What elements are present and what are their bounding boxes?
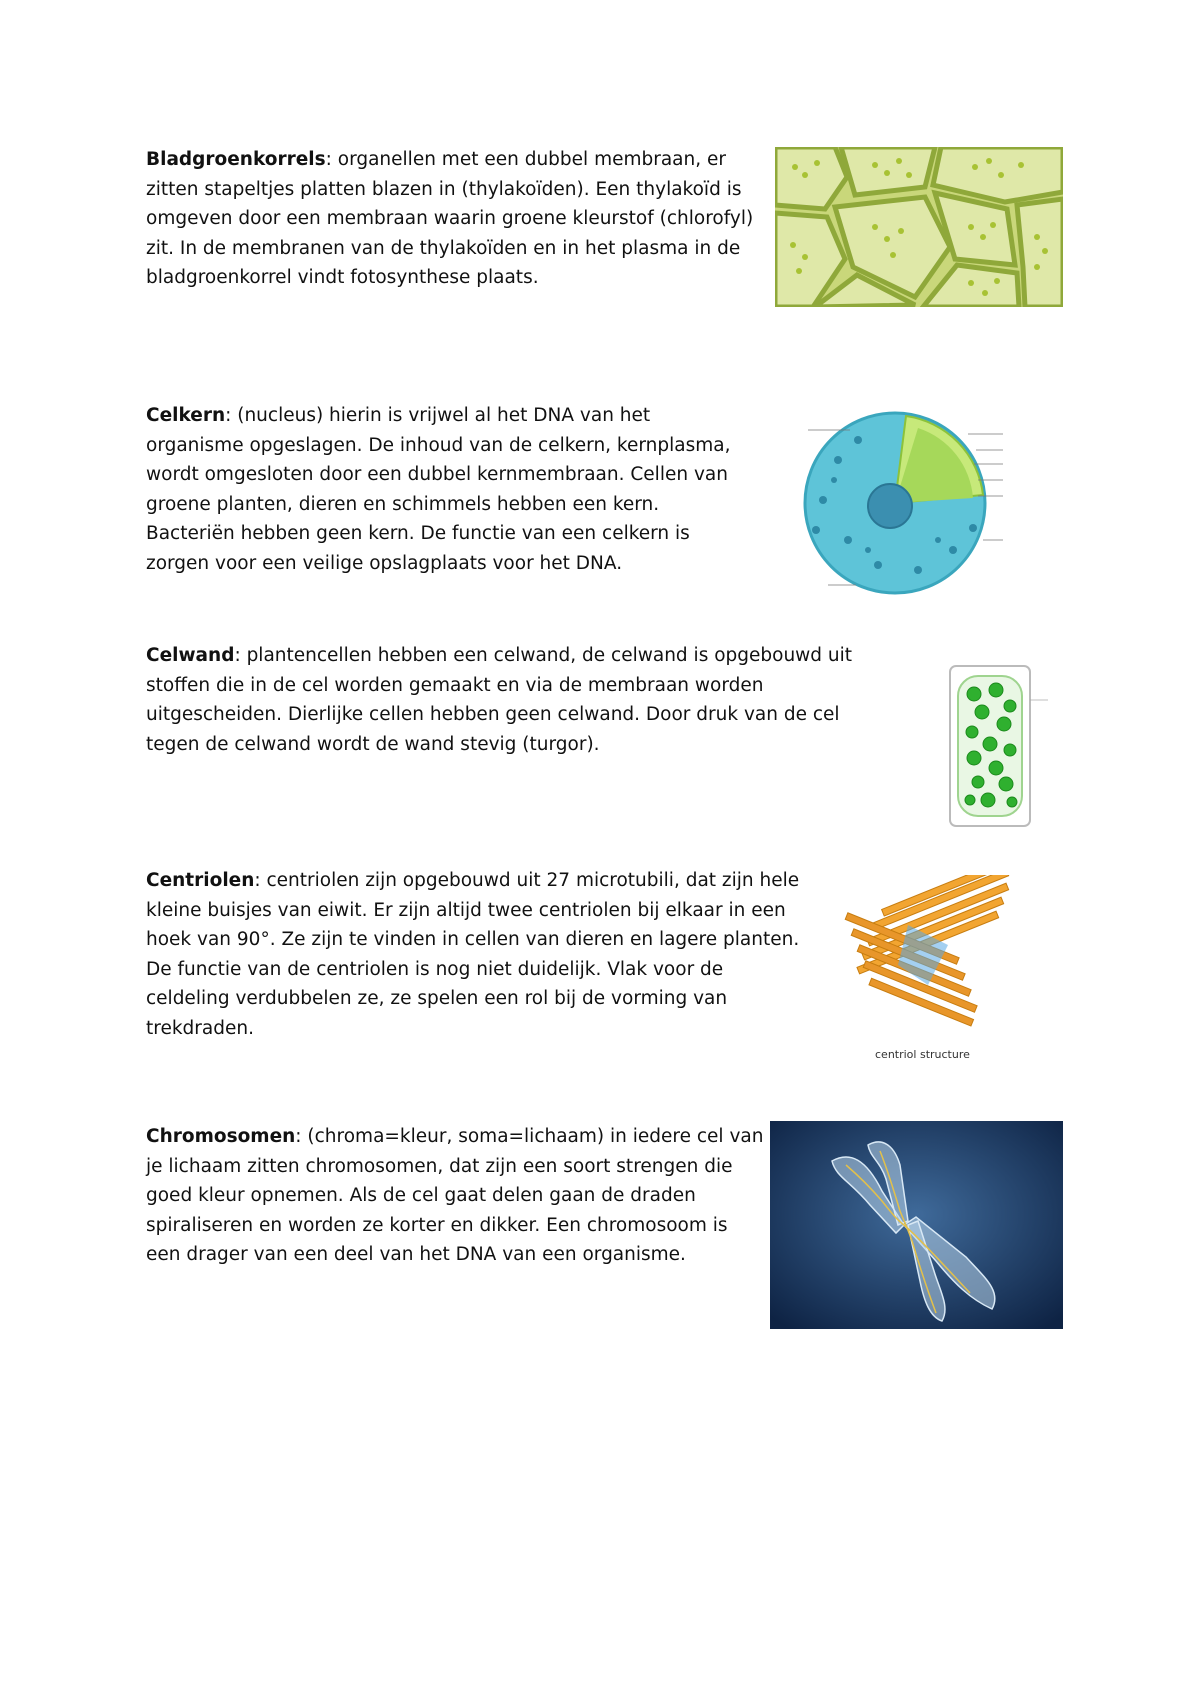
section-bladgroenkorrels <box>146 145 766 293</box>
chloroplast-image <box>775 147 1063 307</box>
section-term: Bladgroenkorrels <box>146 149 326 170</box>
section-term: Celwand <box>146 645 235 666</box>
section-text: Chromosomen: (chroma=kleur, soma=lichaam) in iedere cel van je lichaam zitten chromosomen, dat zijn een soort strengen die goed kleur opnemen. Als de cel gaat delen gaan de draden spiraliseren en worden ze korter en dikker. Een chromosoom is een drager van een deel van het DNA van een organisme. <box>146 1126 764 1265</box>
section-text: Celkern: (nucleus) hierin is vrijwel al het DNA van het organisme opgeslagen. De inhoud van de celkern, kernplasma, wordt omgesloten door een dubbel kernmembraan. Cellen van groene planten, dieren en schimmels hebben een kern. Bacteriën hebben geen kern. De functie van een celkern is zorgen voor een veilige opslagplaats voor het DNA. <box>146 405 731 574</box>
section-text: Bladgroenkorrels: organellen met een dubbel membraan, er zitten stapeltjes platten blazen in (thylakoïden). Een thylakoïd is omgeven door een membraan waarin groene kleurstof (chlorofyl) zit. In de membranen van de thylakoïden en in het plasma in de bladgroenkorrel vindt fotosynthese plaats. <box>146 149 754 288</box>
section-text: Centriolen: centriolen zijn opgebouwd uit 27 microtubili, dat zijn hele kleine buisjes van eiwit. Er zijn altijd twee centriolen bij elkaar in een hoek van 90°. Ze zijn te vinden in cellen van dieren en lagere planten. De functie van de centriolen is nog niet duidelijk. Vlak voor de celdeling verdubbelen ze, ze spelen een rol bij de vorming van trekdraden. <box>146 870 800 1039</box>
centriole-caption: centriol structure <box>875 1048 970 1061</box>
section-celkern <box>146 401 751 578</box>
section-term: Chromosomen <box>146 1126 296 1147</box>
section-centriolen <box>146 866 806 1043</box>
section-term: Centriolen <box>146 870 255 891</box>
centriole-image <box>838 875 1023 1035</box>
chromosome-image <box>770 1121 1063 1329</box>
nucleus-image <box>778 400 1063 605</box>
cell-wall-image <box>930 660 1050 835</box>
section-celwand <box>146 641 886 759</box>
section-term: Celkern <box>146 405 226 426</box>
section-chromosomen <box>146 1122 766 1270</box>
section-text: Celwand: plantencellen hebben een celwand, de celwand is opgebouwd uit stoffen die in de cel worden gemaakt en via de membraan worden uitgescheiden. Dierlijke cellen hebben geen celwand. Door druk van de cel tegen de celwand wordt de wand stevig (turgor). <box>146 645 853 755</box>
